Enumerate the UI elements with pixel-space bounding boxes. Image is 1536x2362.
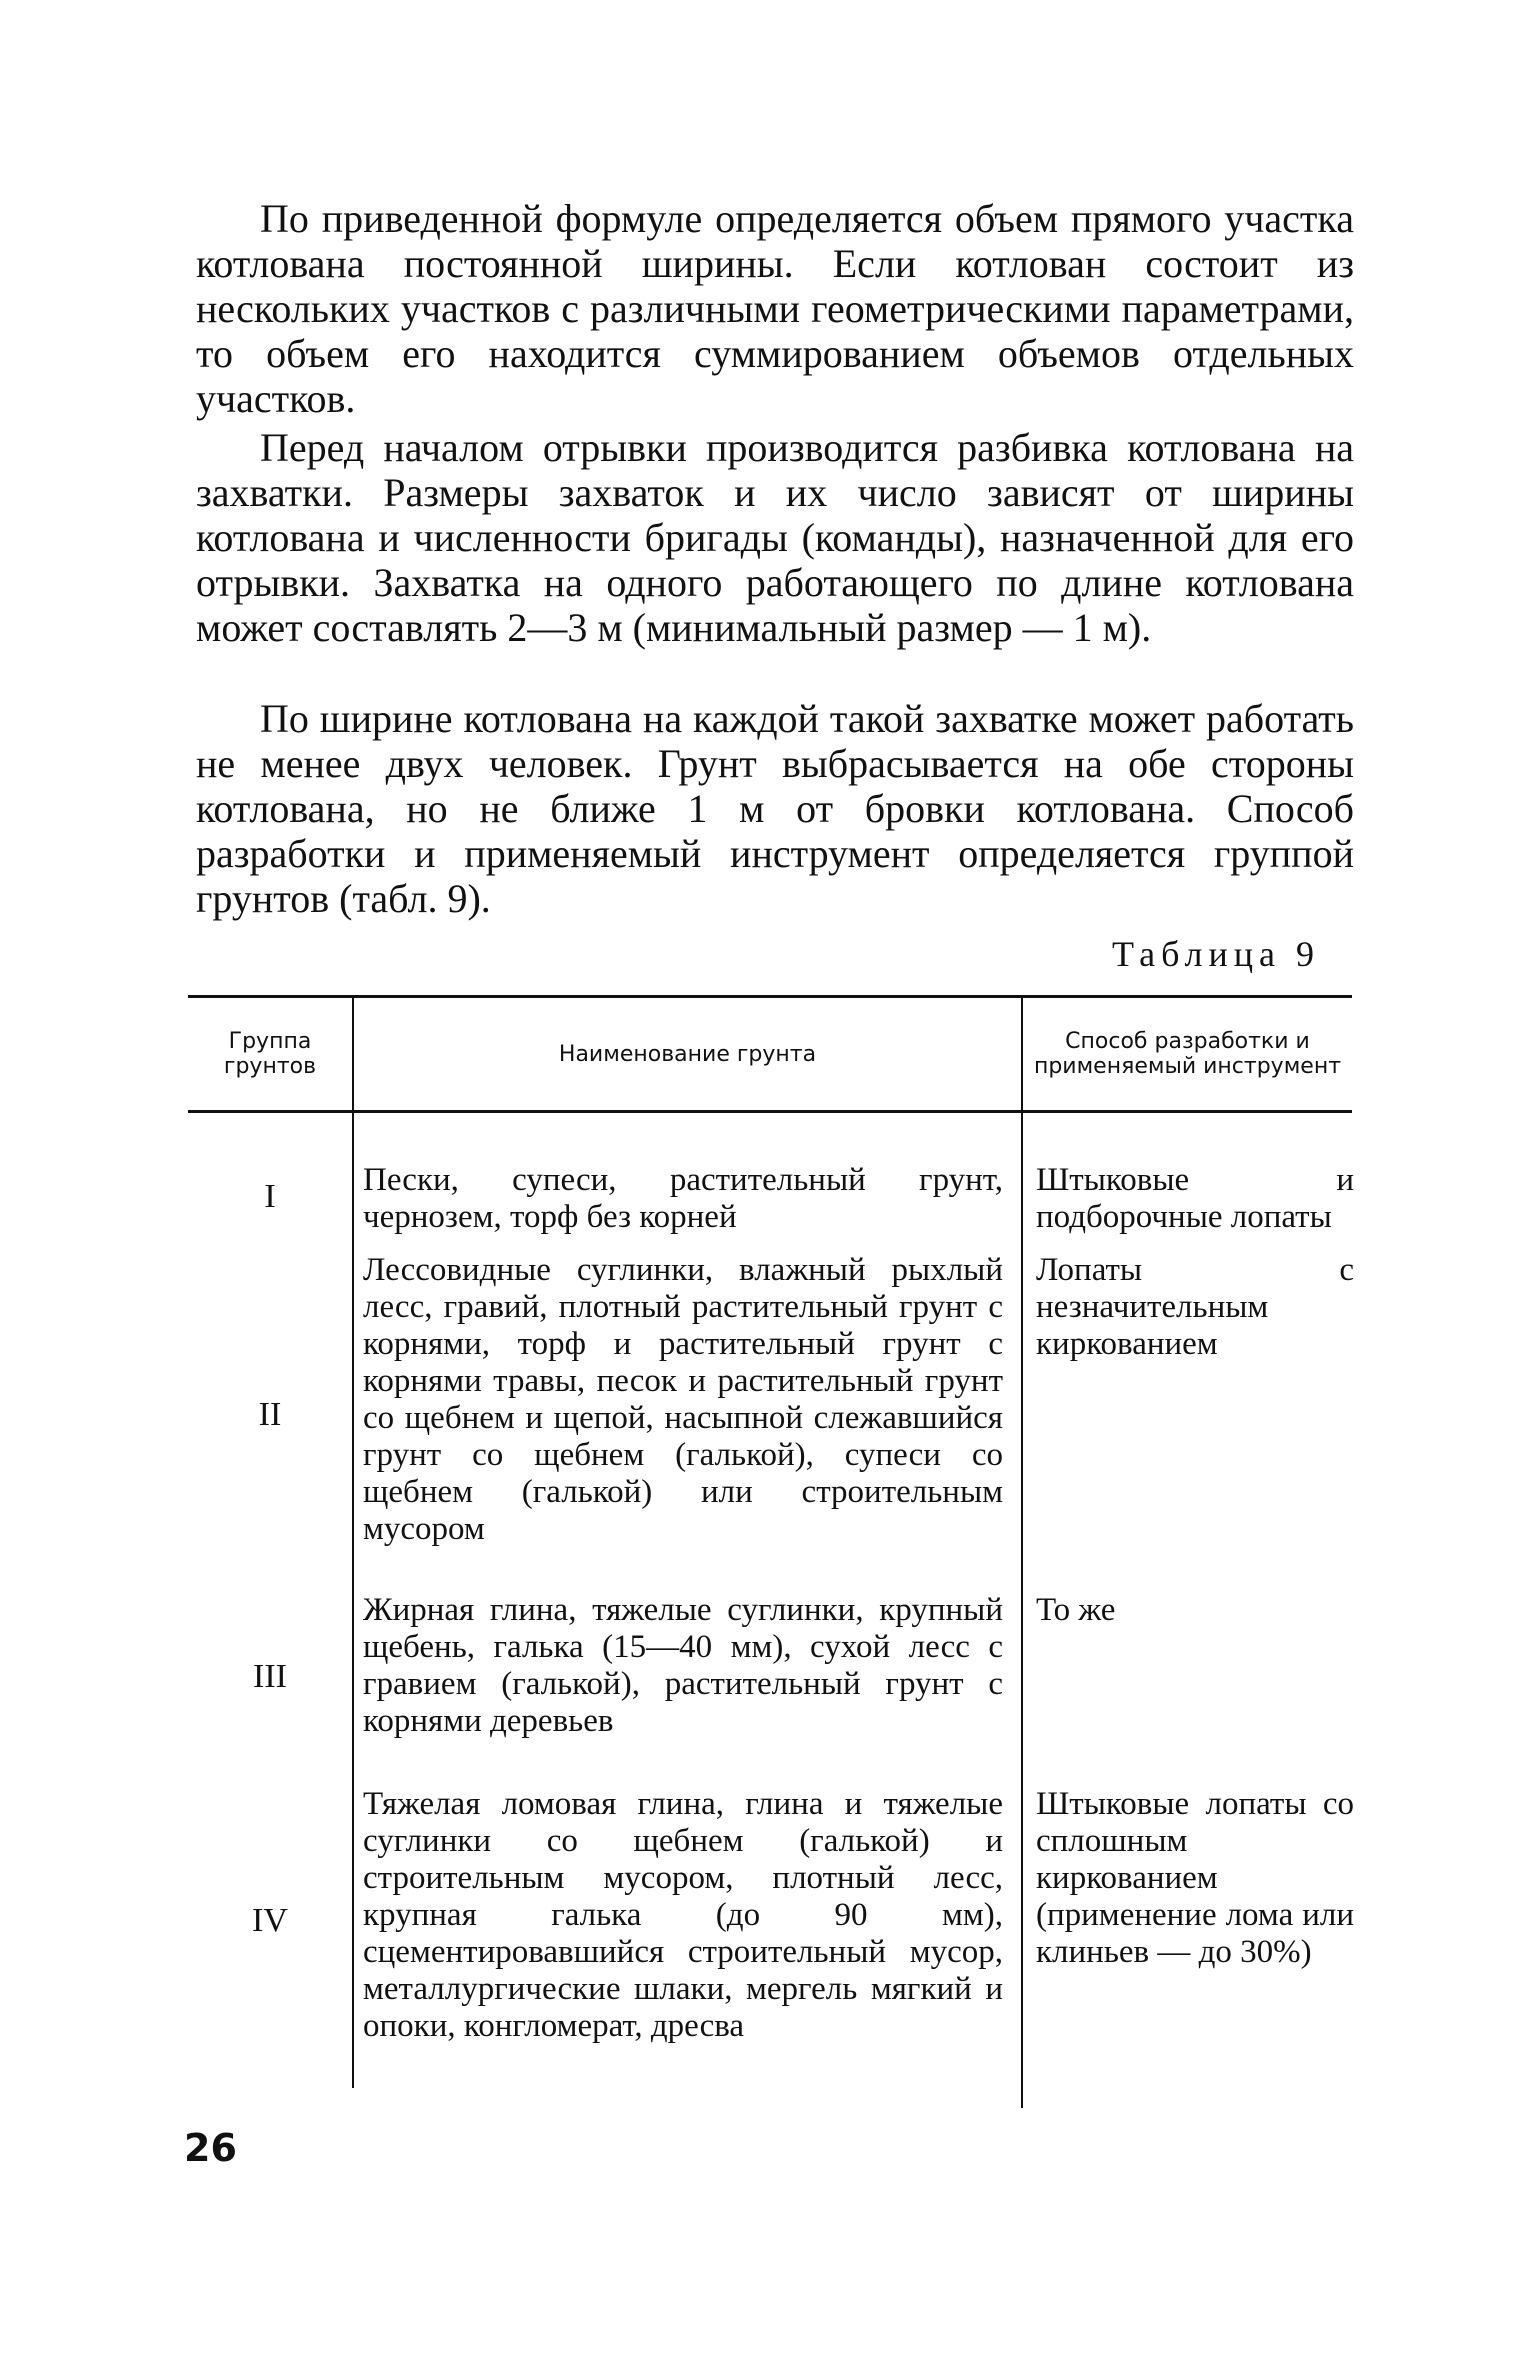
row-method-cell: Лопаты с незначительным киркованием	[1036, 1252, 1354, 1362]
table-column-divider	[1021, 998, 1023, 2108]
row-soil-name-cell: Лессовидные суглинки, влажный рыхлый лесс, гравий, плотный растительный грунт с корнями, торф и растительный грунт с корнями травы, песок и растительный грунт со щебнем и щепой, насыпной слежавшийся грунт со щебнем (галькой), супеси со щебнем (галькой) или строительным мусором	[363, 1252, 1003, 1547]
paragraph-layout-sections: Перед началом отрывки производится разбивка котлована на захватки. Размеры захваток и их число зависят от ширины котлована и численности бригады (команды), назначенной для его отрывки. Захватка на одного работающего по длине котлована может составлять 2—3 м (минимальный размер — 1 м).	[196, 425, 1354, 650]
row-group-cell: I	[264, 1178, 276, 1215]
row-soil-name-cell: Пески, супеси, растительный грунт, чернозем, торф без корней	[363, 1162, 1003, 1235]
row-method-cell: Штыковые и подборочные лопаты	[1036, 1162, 1354, 1235]
header-method: Способ разработки и применяемый инструмент	[1033, 1029, 1342, 1079]
row-group-cell: II	[258, 1396, 282, 1433]
row-method-cell: То же	[1036, 1592, 1116, 1628]
header-group: Группа грунтов	[223, 1029, 317, 1079]
table-column-divider	[352, 998, 354, 2088]
row-group-cell: IV	[252, 1902, 288, 1939]
paragraph-soil-groups: По ширине котлована на каждой такой захватке может работать не менее двух человек. Грунт выбрасывается на обе стороны котлована, но не ближе 1 м от бровки котлована. Способ разработки и применяемый инструмент определяется группой грунтов (табл. 9).	[196, 696, 1354, 921]
paragraph-volume-formula: По приведенной формуле определяется объем прямого участка котлована постоянной ширины. Если котлован состоит из нескольких участков с различными геометрическими параметрами, то объем его находится суммированием объемов отдельных участков.	[196, 196, 1354, 421]
page-number: 26	[184, 2126, 237, 2170]
row-method-cell: Штыковые лопаты со сплошным киркованием (применение лома или клиньев — до 30%)	[1036, 1786, 1354, 1970]
row-soil-name-cell: Жирная глина, тяжелые суглинки, крупный щебень, галька (15—40 мм), сухой лесс с гравием (галькой), растительный грунт с корнями деревьев	[363, 1592, 1003, 1739]
table-caption: Таблица 9	[1112, 934, 1320, 974]
row-soil-name-cell: Тяжелая ломовая глина, глина и тяжелые суглинки со щебнем (галькой) и строительным мусором, плотный лесс, крупная галька (до 90 мм), сцементировавшийся строительный мусор, металлургические шлаки, мергель мягкий и опоки, конгломерат, дресва	[363, 1786, 1003, 2044]
header-soil-name: Наименование грунта	[558, 1041, 817, 1067]
row-group-cell: III	[253, 1658, 287, 1695]
table-header-rule	[188, 1110, 1352, 1113]
